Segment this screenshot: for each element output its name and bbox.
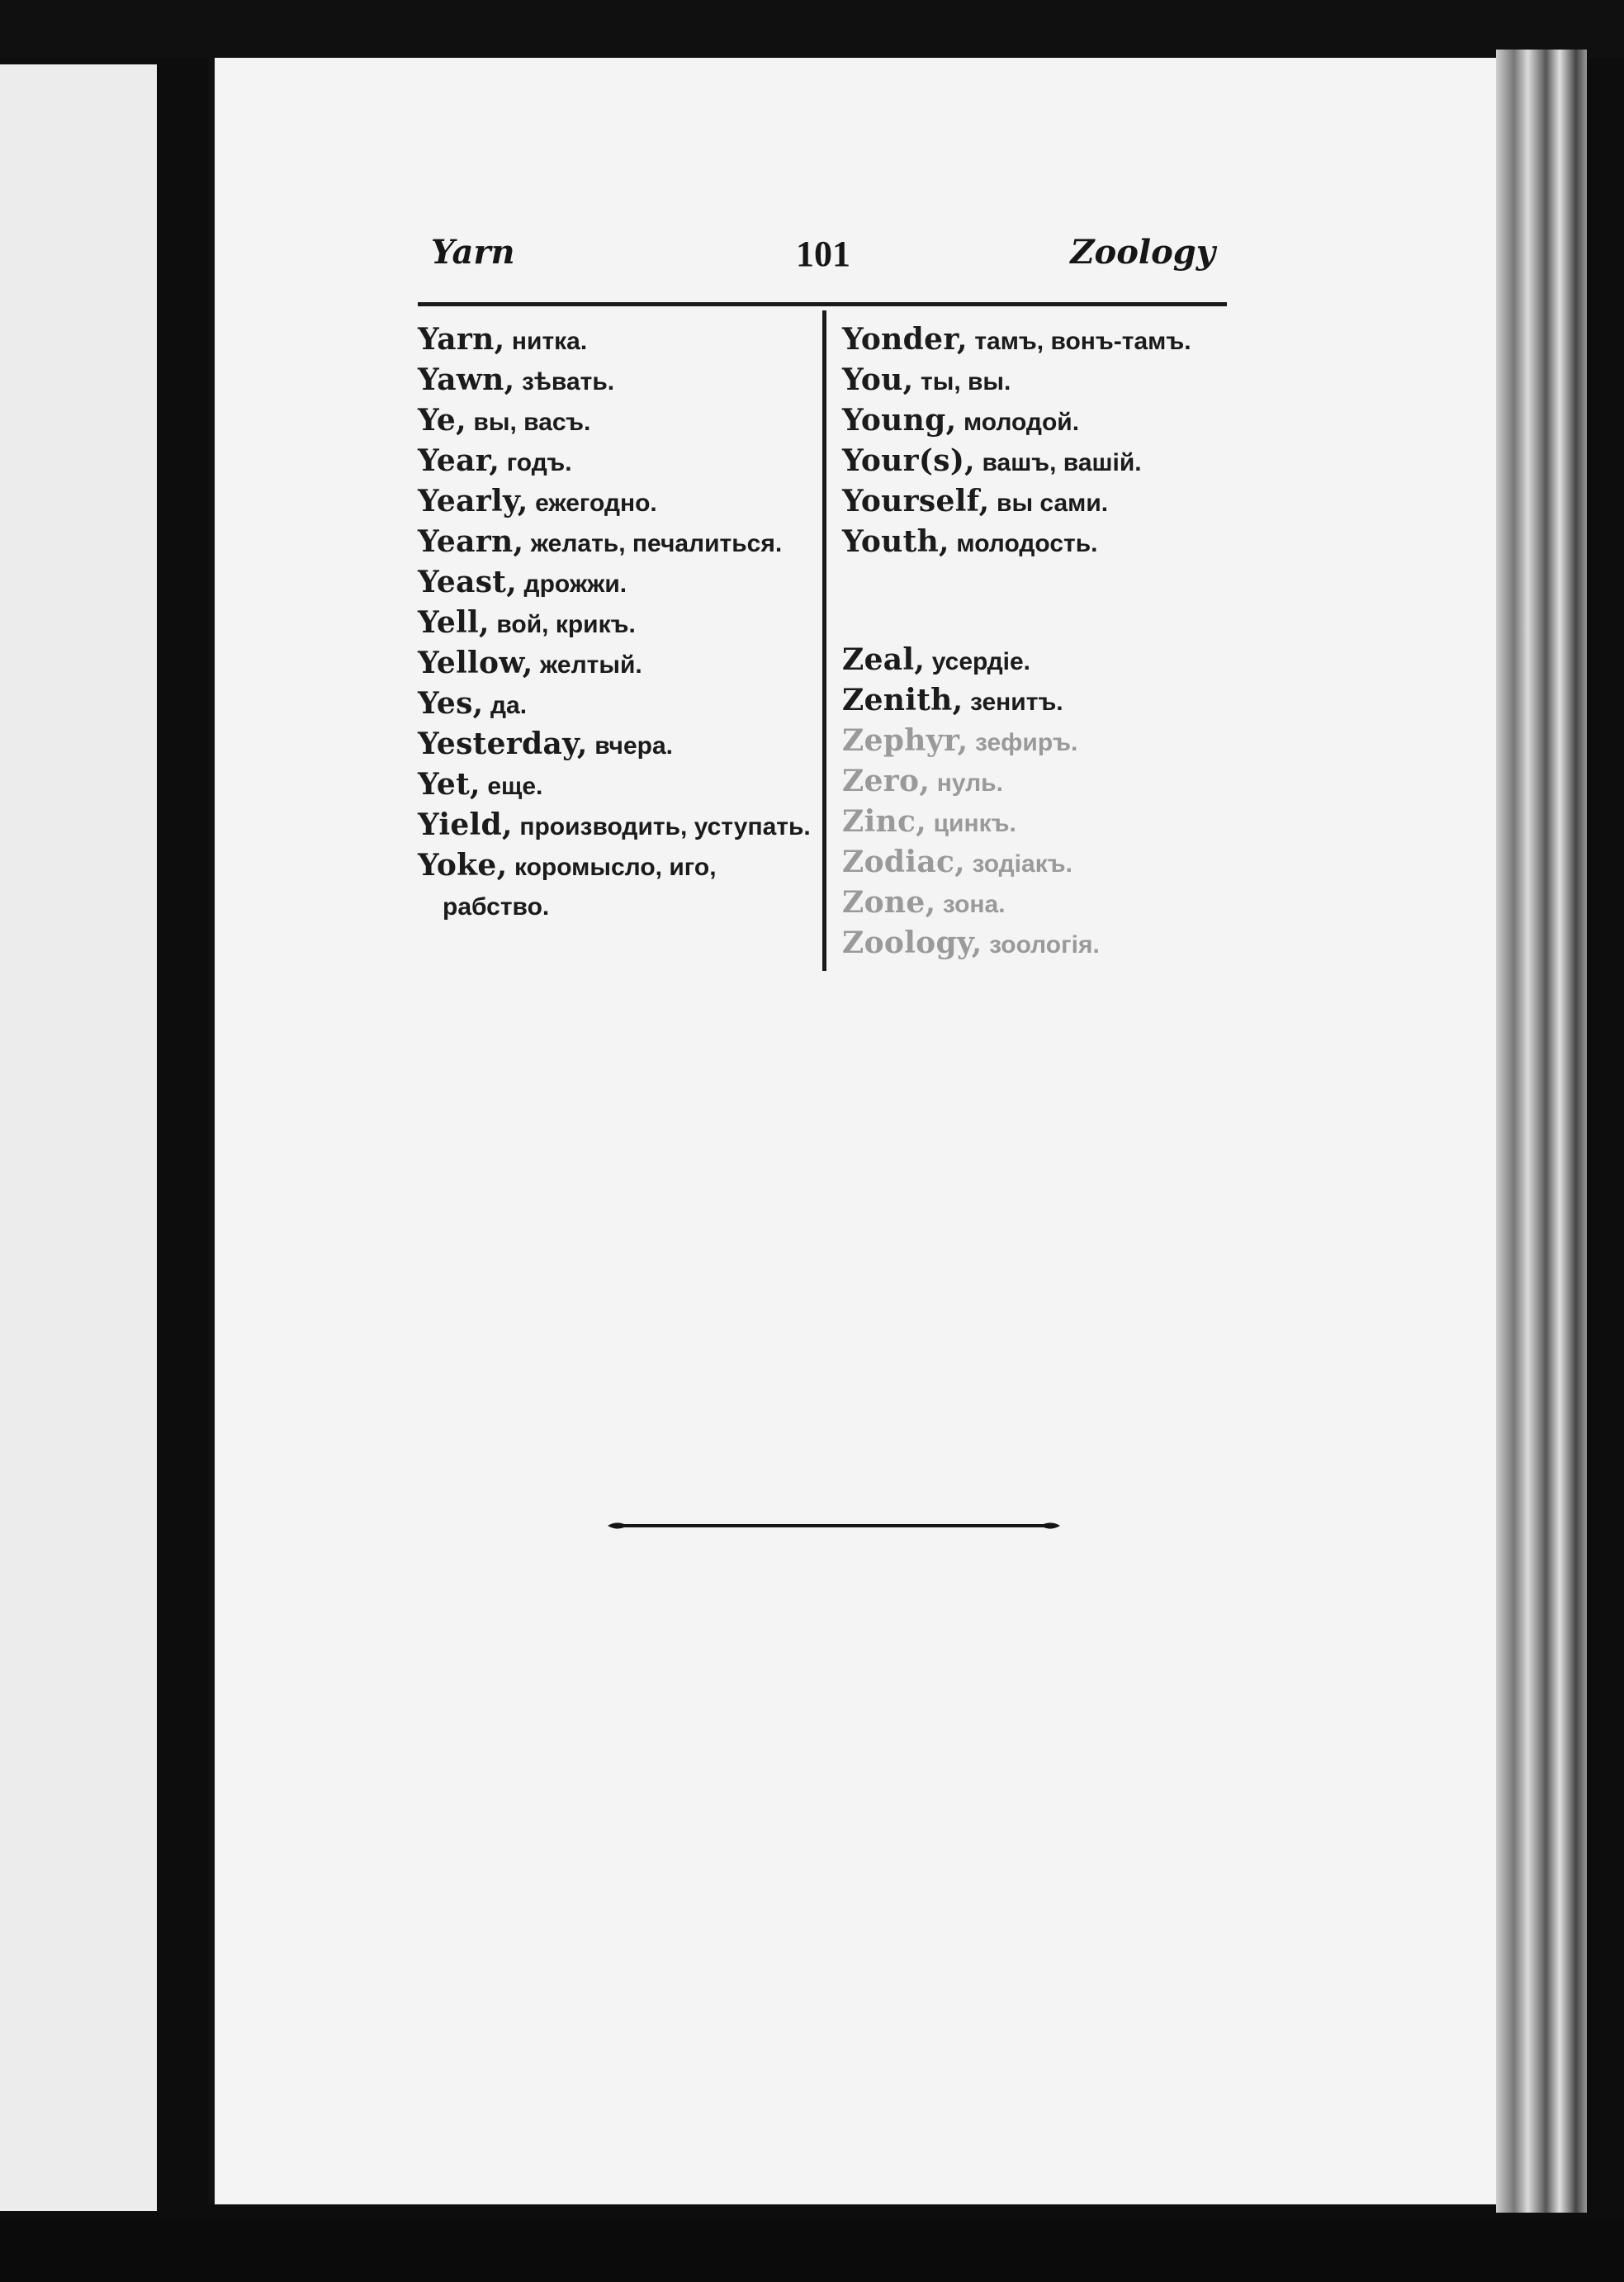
dictionary-entry: Zone, зона.: [842, 885, 1006, 920]
dictionary-entry: Yoke, коромысло, иго, рабство.: [418, 848, 717, 921]
section-gap: [842, 563, 1230, 641]
scan-border-top: [0, 0, 1624, 58]
dictionary-entry: Zinc, цинкъ.: [842, 804, 1016, 839]
running-head-last-word: Zoology: [1070, 233, 1215, 272]
page-stack-edge: [1496, 50, 1587, 2213]
header-rule: [418, 302, 1227, 306]
dictionary-entry: Zodiac, зодіакъ.: [842, 845, 1072, 879]
dictionary-entry: Young, молодой.: [842, 403, 1080, 438]
dictionary-entry: Youth, молодость.: [842, 524, 1098, 559]
dictionary-entry: Yearn, желать, печалиться.: [418, 524, 783, 559]
dictionary-entry: Zenith, зенитъ.: [842, 683, 1063, 717]
dictionary-entry: Zeal, усердіе.: [842, 642, 1031, 677]
page-number: 101: [796, 234, 850, 274]
dictionary-entry: Yourself, вы сами.: [842, 484, 1109, 518]
facing-page-edge: [0, 64, 157, 2211]
column-divider: [822, 310, 826, 971]
dictionary-entry: Your(s), вашъ, вашій.: [842, 443, 1142, 478]
left-column: [418, 320, 817, 926]
running-head: [431, 233, 1215, 282]
dictionary-entry: Yell, вой, крикъ.: [418, 605, 636, 640]
scan-border-bottom: [0, 2221, 1624, 2282]
dictionary-entry: Yawn, зѣвать.: [418, 362, 615, 397]
dictionary-entry: Yonder, тамъ, вонъ-тамъ.: [842, 322, 1191, 357]
dictionary-entry: Yes, да.: [418, 686, 528, 721]
dictionary-entry: Yellow, желтый.: [418, 646, 642, 680]
dictionary-entry: Yet, еще.: [418, 767, 543, 802]
dictionary-entry: Zero, нуль.: [842, 764, 1003, 798]
end-ornament-rule: [608, 1521, 1060, 1531]
dictionary-entry: Yield, производить, уступать.: [418, 807, 811, 842]
dictionary-entry: Zephyr, зефиръ.: [842, 723, 1078, 758]
dictionary-entry: Year, годъ.: [418, 443, 572, 478]
dictionary-entry: Yeast, дрожжи.: [418, 565, 627, 599]
dictionary-entry: Yesterday, вчера.: [418, 727, 673, 761]
dictionary-entry: Zoology, зоологія.: [842, 926, 1100, 960]
right-column: [842, 320, 1230, 964]
dictionary-entry: Ye, вы, васъ.: [418, 403, 591, 438]
running-head-first-word: Yarn: [431, 233, 515, 272]
dictionary-entry: Yearly, ежегодно.: [418, 484, 657, 518]
dictionary-entry: You, ты, вы.: [842, 362, 1011, 397]
dictionary-entry: Yarn, нитка.: [418, 322, 588, 357]
